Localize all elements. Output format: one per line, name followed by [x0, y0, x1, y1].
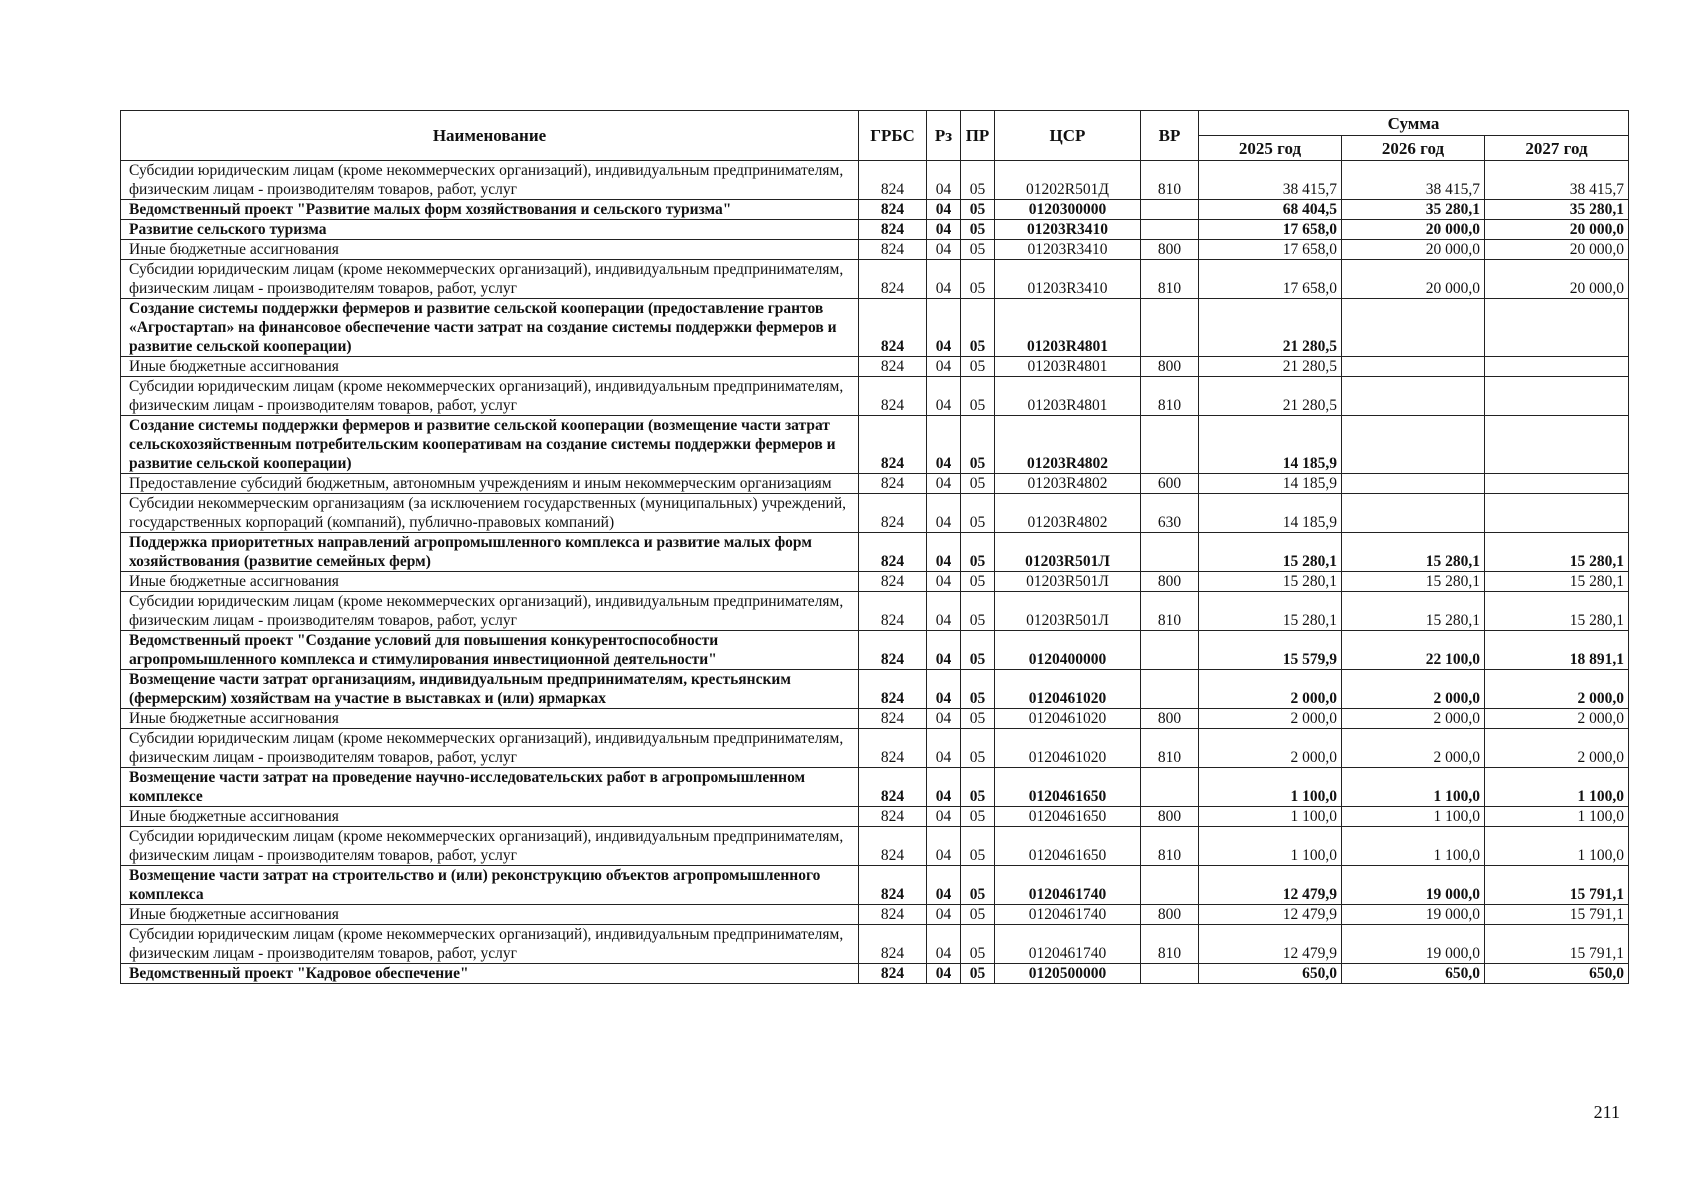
cell-sum-2025: 2 000,0: [1199, 670, 1342, 709]
table-row: [121, 729, 1629, 768]
cell-rz: 04: [927, 357, 961, 377]
cell-grbs: 824: [859, 260, 927, 299]
cell-grbs: 824: [859, 220, 927, 240]
cell-csr: 01203R4801: [995, 377, 1141, 416]
table-row: [121, 357, 1629, 377]
cell-csr: 0120300000: [995, 200, 1141, 220]
cell-pr: 05: [961, 925, 995, 964]
cell-vr: 600: [1141, 474, 1199, 494]
cell-rz: 04: [927, 631, 961, 670]
cell-vr: 810: [1141, 260, 1199, 299]
cell-grbs: 824: [859, 866, 927, 905]
cell-name: Иные бюджетные ассигнования: [121, 357, 859, 377]
cell-csr: 01203R3410: [995, 260, 1141, 299]
cell-pr: 05: [961, 377, 995, 416]
table-row: [121, 827, 1629, 866]
cell-rz: 04: [927, 925, 961, 964]
cell-grbs: 824: [859, 494, 927, 533]
cell-name: Субсидии юридическим лицам (кроме некоммерческих организаций), индивидуальным предпринимателям, физическим лицам - производителям товаров, работ, услуг: [121, 729, 859, 768]
cell-sum-2027: [1485, 494, 1629, 533]
cell-sum-2026: [1342, 416, 1485, 474]
cell-sum-2025: 21 280,5: [1199, 299, 1342, 357]
cell-csr: 01203R501Л: [995, 533, 1141, 572]
cell-csr: 0120500000: [995, 964, 1141, 984]
cell-csr: 01203R501Л: [995, 572, 1141, 592]
cell-vr: 800: [1141, 240, 1199, 260]
cell-csr: 01203R4801: [995, 299, 1141, 357]
cell-sum-2026: 2 000,0: [1342, 729, 1485, 768]
cell-sum-2026: 38 415,7: [1342, 161, 1485, 200]
cell-csr: 01202R501Д: [995, 161, 1141, 200]
cell-vr: 800: [1141, 709, 1199, 729]
cell-vr: 810: [1141, 925, 1199, 964]
cell-grbs: 824: [859, 709, 927, 729]
cell-sum-2027: 15 280,1: [1485, 572, 1629, 592]
header-sum: Сумма: [1199, 111, 1629, 136]
cell-sum-2027: 1 100,0: [1485, 807, 1629, 827]
cell-vr: 810: [1141, 729, 1199, 768]
cell-sum-2025: 1 100,0: [1199, 807, 1342, 827]
cell-vr: 810: [1141, 592, 1199, 631]
cell-sum-2027: [1485, 377, 1629, 416]
cell-rz: 04: [927, 670, 961, 709]
cell-pr: 05: [961, 905, 995, 925]
cell-pr: 05: [961, 964, 995, 984]
cell-sum-2027: 650,0: [1485, 964, 1629, 984]
budget-table-sheet: [120, 110, 1628, 984]
cell-name: Предоставление субсидий бюджетным, автономным учреждениям и иным некоммерческим организациям: [121, 474, 859, 494]
cell-name: Ведомственный проект "Развитие малых форм хозяйствования и сельского туризма": [121, 200, 859, 220]
cell-pr: 05: [961, 631, 995, 670]
cell-csr: 0120461650: [995, 807, 1141, 827]
table-row: [121, 200, 1629, 220]
cell-grbs: 824: [859, 572, 927, 592]
header-name: Наименование: [121, 111, 859, 161]
cell-sum-2025: 15 280,1: [1199, 572, 1342, 592]
cell-sum-2026: 650,0: [1342, 964, 1485, 984]
cell-pr: 05: [961, 474, 995, 494]
cell-sum-2025: 17 658,0: [1199, 240, 1342, 260]
cell-pr: 05: [961, 299, 995, 357]
cell-sum-2025: 650,0: [1199, 964, 1342, 984]
cell-vr: [1141, 299, 1199, 357]
cell-csr: 01203R501Л: [995, 592, 1141, 631]
cell-csr: 0120400000: [995, 631, 1141, 670]
table-row: [121, 925, 1629, 964]
cell-sum-2026: 15 280,1: [1342, 572, 1485, 592]
cell-sum-2027: [1485, 416, 1629, 474]
cell-vr: 800: [1141, 807, 1199, 827]
table-body: [121, 161, 1629, 984]
cell-name: Ведомственный проект "Кадровое обеспечение": [121, 964, 859, 984]
cell-rz: 04: [927, 964, 961, 984]
cell-sum-2026: 1 100,0: [1342, 768, 1485, 807]
cell-sum-2027: 15 791,1: [1485, 905, 1629, 925]
cell-pr: 05: [961, 494, 995, 533]
table-row: [121, 807, 1629, 827]
cell-sum-2026: [1342, 377, 1485, 416]
cell-vr: [1141, 768, 1199, 807]
cell-name: Создание системы поддержки фермеров и развитие сельской кооперации (предоставление грантов «Агростартап» на финансовое обеспечение части затрат на создание системы поддержки фермеров и развитие сельской кооперации): [121, 299, 859, 357]
cell-grbs: 824: [859, 240, 927, 260]
cell-grbs: 824: [859, 670, 927, 709]
cell-name: Иные бюджетные ассигнования: [121, 905, 859, 925]
cell-pr: 05: [961, 416, 995, 474]
table-row: [121, 709, 1629, 729]
cell-sum-2025: 1 100,0: [1199, 768, 1342, 807]
cell-pr: 05: [961, 866, 995, 905]
cell-rz: 04: [927, 905, 961, 925]
table-row: [121, 494, 1629, 533]
cell-rz: 04: [927, 240, 961, 260]
cell-sum-2027: [1485, 357, 1629, 377]
cell-sum-2025: 14 185,9: [1199, 416, 1342, 474]
cell-csr: 0120461650: [995, 768, 1141, 807]
cell-pr: 05: [961, 768, 995, 807]
cell-sum-2025: 21 280,5: [1199, 357, 1342, 377]
cell-name: Развитие сельского туризма: [121, 220, 859, 240]
cell-sum-2027: 2 000,0: [1485, 709, 1629, 729]
cell-sum-2026: 20 000,0: [1342, 240, 1485, 260]
table-row: [121, 768, 1629, 807]
cell-csr: 0120461740: [995, 905, 1141, 925]
cell-sum-2025: 1 100,0: [1199, 827, 1342, 866]
table-row: [121, 220, 1629, 240]
table-row: [121, 377, 1629, 416]
cell-sum-2026: 19 000,0: [1342, 866, 1485, 905]
cell-grbs: 824: [859, 377, 927, 416]
cell-name: Поддержка приоритетных направлений агропромышленного комплекса и развитие малых форм хозяйствования (развитие семейных ферм): [121, 533, 859, 572]
cell-grbs: 824: [859, 925, 927, 964]
cell-sum-2027: 15 280,1: [1485, 592, 1629, 631]
cell-rz: 04: [927, 299, 961, 357]
table-row: [121, 592, 1629, 631]
cell-name: Субсидии некоммерческим организациям (за исключением государственных (муниципальных) учреждений, государственных корпораций (компаний), публично-правовых компаний): [121, 494, 859, 533]
cell-name: Создание системы поддержки фермеров и развитие сельской кооперации (возмещение части затрат сельскохозяйственным потребительским кооперативам на создание системы поддержки фермеров и развитие сельской кооперации): [121, 416, 859, 474]
cell-sum-2025: 12 479,9: [1199, 905, 1342, 925]
cell-rz: 04: [927, 474, 961, 494]
cell-csr: 01203R4802: [995, 494, 1141, 533]
cell-sum-2026: 15 280,1: [1342, 592, 1485, 631]
cell-csr: 0120461020: [995, 729, 1141, 768]
cell-sum-2026: 1 100,0: [1342, 827, 1485, 866]
cell-name: Субсидии юридическим лицам (кроме некоммерческих организаций), индивидуальным предпринимателям, физическим лицам - производителям товаров, работ, услуг: [121, 161, 859, 200]
cell-vr: [1141, 416, 1199, 474]
cell-pr: 05: [961, 533, 995, 572]
cell-rz: 04: [927, 709, 961, 729]
cell-sum-2025: 21 280,5: [1199, 377, 1342, 416]
header-vr: ВР: [1141, 111, 1199, 161]
cell-rz: 04: [927, 866, 961, 905]
cell-name: Возмещение части затрат на строительство и (или) реконструкцию объектов агропромышленного комплекса: [121, 866, 859, 905]
cell-sum-2026: 22 100,0: [1342, 631, 1485, 670]
header-year-2026: 2026 год: [1342, 136, 1485, 161]
cell-pr: 05: [961, 729, 995, 768]
cell-sum-2025: 15 280,1: [1199, 533, 1342, 572]
cell-sum-2027: [1485, 299, 1629, 357]
table-row: [121, 240, 1629, 260]
cell-rz: 04: [927, 768, 961, 807]
cell-pr: 05: [961, 807, 995, 827]
cell-pr: 05: [961, 709, 995, 729]
cell-name: Иные бюджетные ассигнования: [121, 709, 859, 729]
cell-csr: 01203R3410: [995, 240, 1141, 260]
cell-csr: 01203R4802: [995, 416, 1141, 474]
cell-rz: 04: [927, 592, 961, 631]
cell-csr: 01203R4802: [995, 474, 1141, 494]
cell-vr: 800: [1141, 905, 1199, 925]
cell-grbs: 824: [859, 533, 927, 572]
cell-vr: [1141, 220, 1199, 240]
cell-pr: 05: [961, 220, 995, 240]
cell-sum-2026: [1342, 474, 1485, 494]
cell-csr: 01203R4801: [995, 357, 1141, 377]
header-grbs: ГРБС: [859, 111, 927, 161]
cell-name: Субсидии юридическим лицам (кроме некоммерческих организаций), индивидуальным предпринимателям, физическим лицам - производителям товаров, работ, услуг: [121, 592, 859, 631]
cell-sum-2027: 20 000,0: [1485, 260, 1629, 299]
table-row: [121, 905, 1629, 925]
cell-vr: 800: [1141, 572, 1199, 592]
table-row: [121, 260, 1629, 299]
header-year-2025: 2025 год: [1199, 136, 1342, 161]
cell-rz: 04: [927, 533, 961, 572]
cell-rz: 04: [927, 416, 961, 474]
header-year-2027: 2027 год: [1485, 136, 1629, 161]
cell-sum-2027: 35 280,1: [1485, 200, 1629, 220]
cell-grbs: 824: [859, 299, 927, 357]
cell-sum-2026: 2 000,0: [1342, 670, 1485, 709]
cell-vr: [1141, 670, 1199, 709]
cell-grbs: 824: [859, 474, 927, 494]
cell-vr: 810: [1141, 827, 1199, 866]
cell-rz: 04: [927, 200, 961, 220]
cell-pr: 05: [961, 670, 995, 709]
cell-rz: 04: [927, 572, 961, 592]
cell-pr: 05: [961, 572, 995, 592]
cell-sum-2025: 14 185,9: [1199, 494, 1342, 533]
cell-csr: 0120461020: [995, 709, 1141, 729]
cell-sum-2025: 12 479,9: [1199, 866, 1342, 905]
cell-sum-2027: 2 000,0: [1485, 729, 1629, 768]
cell-vr: 810: [1141, 161, 1199, 200]
cell-sum-2026: 35 280,1: [1342, 200, 1485, 220]
cell-pr: 05: [961, 200, 995, 220]
cell-grbs: 824: [859, 768, 927, 807]
cell-rz: 04: [927, 161, 961, 200]
cell-sum-2027: 1 100,0: [1485, 768, 1629, 807]
cell-sum-2026: 19 000,0: [1342, 905, 1485, 925]
cell-sum-2026: 15 280,1: [1342, 533, 1485, 572]
cell-sum-2027: 2 000,0: [1485, 670, 1629, 709]
cell-pr: 05: [961, 827, 995, 866]
cell-grbs: 824: [859, 905, 927, 925]
cell-sum-2027: 38 415,7: [1485, 161, 1629, 200]
cell-vr: [1141, 964, 1199, 984]
table-row: [121, 964, 1629, 984]
header-csr: ЦСР: [995, 111, 1141, 161]
cell-grbs: 824: [859, 631, 927, 670]
cell-sum-2027: 18 891,1: [1485, 631, 1629, 670]
cell-pr: 05: [961, 260, 995, 299]
cell-csr: 01203R3410: [995, 220, 1141, 240]
cell-rz: 04: [927, 494, 961, 533]
cell-grbs: 824: [859, 416, 927, 474]
table-row: [121, 533, 1629, 572]
cell-name: Субсидии юридическим лицам (кроме некоммерческих организаций), индивидуальным предпринимателям, физическим лицам - производителям товаров, работ, услуг: [121, 827, 859, 866]
cell-sum-2026: 20 000,0: [1342, 220, 1485, 240]
cell-name: Субсидии юридическим лицам (кроме некоммерческих организаций), индивидуальным предпринимателям, физическим лицам - производителям товаров, работ, услуг: [121, 377, 859, 416]
table-header-row: [121, 111, 1629, 136]
cell-rz: 04: [927, 220, 961, 240]
cell-sum-2025: 68 404,5: [1199, 200, 1342, 220]
cell-csr: 0120461650: [995, 827, 1141, 866]
cell-sum-2025: 15 579,9: [1199, 631, 1342, 670]
header-pr: ПР: [961, 111, 995, 161]
table-row: [121, 631, 1629, 670]
table-row: [121, 670, 1629, 709]
table-row: [121, 572, 1629, 592]
cell-name: Субсидии юридическим лицам (кроме некоммерческих организаций), индивидуальным предпринимателям, физическим лицам - производителям товаров, работ, услуг: [121, 925, 859, 964]
cell-sum-2026: 2 000,0: [1342, 709, 1485, 729]
cell-sum-2027: 15 280,1: [1485, 533, 1629, 572]
cell-vr: [1141, 200, 1199, 220]
cell-sum-2025: 2 000,0: [1199, 729, 1342, 768]
table-row: [121, 866, 1629, 905]
cell-grbs: 824: [859, 592, 927, 631]
cell-sum-2027: 15 791,1: [1485, 925, 1629, 964]
cell-grbs: 824: [859, 357, 927, 377]
cell-rz: 04: [927, 807, 961, 827]
table-row: [121, 416, 1629, 474]
cell-rz: 04: [927, 827, 961, 866]
cell-vr: [1141, 866, 1199, 905]
cell-csr: 0120461020: [995, 670, 1141, 709]
cell-name: Возмещение части затрат организациям, индивидуальным предпринимателям, крестьянским (фермерским) хозяйствам на участие в выставках и (или) ярмарках: [121, 670, 859, 709]
cell-sum-2027: [1485, 474, 1629, 494]
cell-sum-2026: [1342, 357, 1485, 377]
cell-name: Иные бюджетные ассигнования: [121, 807, 859, 827]
cell-pr: 05: [961, 357, 995, 377]
cell-sum-2026: 1 100,0: [1342, 807, 1485, 827]
cell-sum-2026: [1342, 494, 1485, 533]
cell-sum-2025: 2 000,0: [1199, 709, 1342, 729]
cell-sum-2026: 20 000,0: [1342, 260, 1485, 299]
cell-grbs: 824: [859, 161, 927, 200]
cell-vr: 630: [1141, 494, 1199, 533]
page-number: 211: [1593, 1102, 1620, 1122]
cell-sum-2025: 17 658,0: [1199, 220, 1342, 240]
budget-table: [120, 110, 1629, 984]
cell-vr: 810: [1141, 377, 1199, 416]
cell-sum-2025: 15 280,1: [1199, 592, 1342, 631]
cell-grbs: 824: [859, 827, 927, 866]
cell-vr: [1141, 631, 1199, 670]
cell-name: Ведомственный проект "Создание условий для повышения конкурентоспособности агропромышленного комплекса и стимулирования инвестиционной деятельности": [121, 631, 859, 670]
cell-csr: 0120461740: [995, 866, 1141, 905]
cell-sum-2025: 17 658,0: [1199, 260, 1342, 299]
cell-name: Субсидии юридическим лицам (кроме некоммерческих организаций), индивидуальным предпринимателям, физическим лицам - производителям товаров, работ, услуг: [121, 260, 859, 299]
cell-rz: 04: [927, 377, 961, 416]
cell-grbs: 824: [859, 200, 927, 220]
cell-sum-2025: 12 479,9: [1199, 925, 1342, 964]
cell-sum-2027: 15 791,1: [1485, 866, 1629, 905]
cell-csr: 0120461740: [995, 925, 1141, 964]
header-rz: Рз: [927, 111, 961, 161]
cell-name: Иные бюджетные ассигнования: [121, 240, 859, 260]
table-row: [121, 161, 1629, 200]
table-row: [121, 474, 1629, 494]
cell-grbs: 824: [859, 729, 927, 768]
cell-sum-2026: [1342, 299, 1485, 357]
cell-name: Возмещение части затрат на проведение научно-исследовательских работ в агропромышленном комплексе: [121, 768, 859, 807]
cell-sum-2026: 19 000,0: [1342, 925, 1485, 964]
cell-pr: 05: [961, 592, 995, 631]
cell-vr: 800: [1141, 357, 1199, 377]
cell-sum-2027: 1 100,0: [1485, 827, 1629, 866]
table-row: [121, 299, 1629, 357]
cell-grbs: 824: [859, 964, 927, 984]
cell-sum-2027: 20 000,0: [1485, 240, 1629, 260]
cell-rz: 04: [927, 729, 961, 768]
cell-rz: 04: [927, 260, 961, 299]
cell-sum-2025: 14 185,9: [1199, 474, 1342, 494]
cell-sum-2027: 20 000,0: [1485, 220, 1629, 240]
cell-grbs: 824: [859, 807, 927, 827]
cell-vr: [1141, 533, 1199, 572]
cell-sum-2025: 38 415,7: [1199, 161, 1342, 200]
cell-pr: 05: [961, 161, 995, 200]
cell-pr: 05: [961, 240, 995, 260]
cell-name: Иные бюджетные ассигнования: [121, 572, 859, 592]
